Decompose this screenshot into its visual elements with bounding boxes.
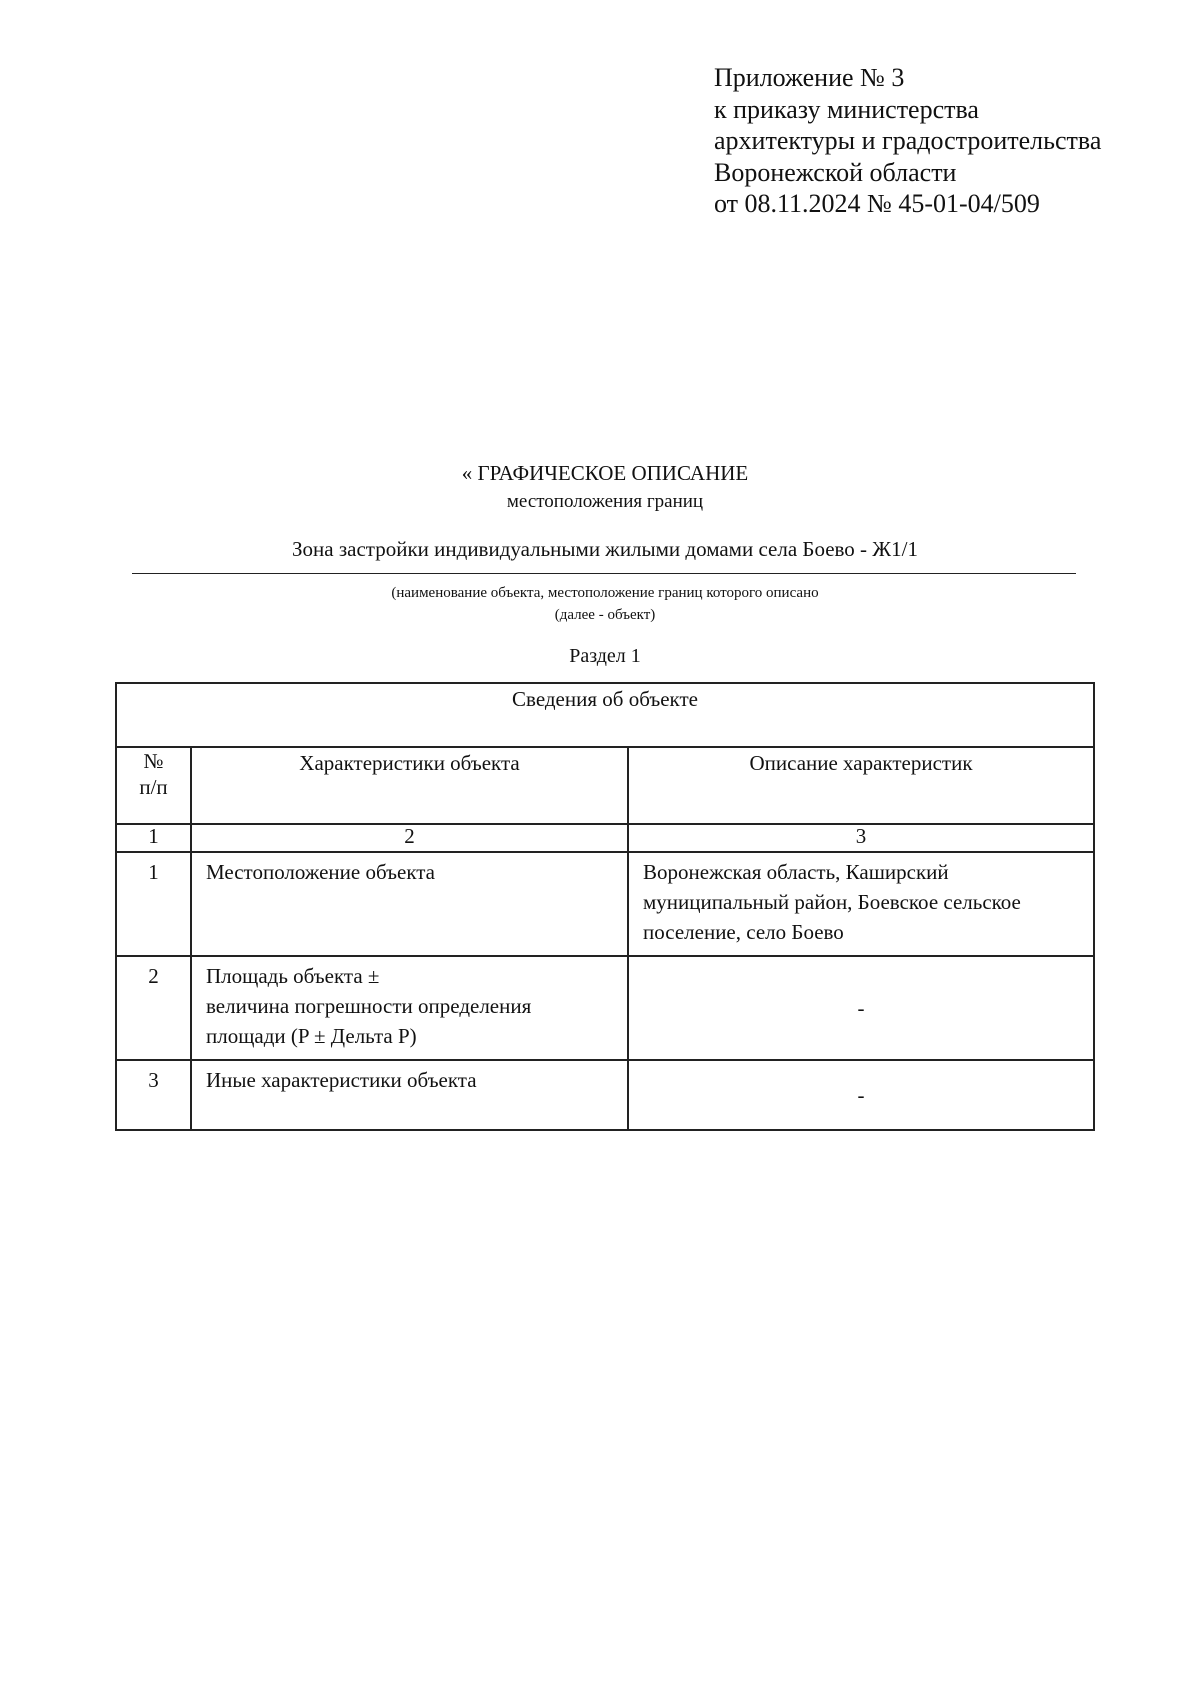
section-label: Раздел 1 <box>569 645 641 667</box>
description-line: муниципальный район, Боевское сельское <box>643 890 1021 914</box>
document-title: « ГРАФИЧЕСКОЕ ОПИСАНИЕ <box>461 461 749 485</box>
row-characteristic <box>191 956 628 1060</box>
description-line: - <box>857 1083 865 1107</box>
characteristic-line: Иные характеристики объекта <box>206 1068 477 1092</box>
caption-line: (далее - объект) <box>554 607 656 623</box>
caption-line: (наименование объекта, местоположение границ которого описано <box>391 585 819 601</box>
header-description: Описание характеристик <box>628 747 1094 824</box>
header-characteristics: Характеристики объекта <box>191 747 628 824</box>
annex-line: к приказу министерства <box>714 94 979 124</box>
description-line: поселение, село Боево <box>643 920 844 944</box>
description-line: Воронежская область, Каширский <box>643 860 949 884</box>
table-row <box>116 1060 1094 1130</box>
table-title-row <box>116 683 1094 747</box>
row-description <box>628 852 1094 956</box>
table-row <box>116 852 1094 956</box>
description-line: - <box>857 996 865 1020</box>
annex-line: от 08.11.2024 № 45-01-04/509 <box>714 189 1040 218</box>
object-info-table <box>115 682 1095 1131</box>
characteristic-line: площади (P ± Дельта P) <box>206 1024 417 1048</box>
table-title: Сведения об объекте <box>116 683 1094 747</box>
column-number-row <box>116 824 1094 852</box>
characteristic-line: Местоположение объекта <box>206 860 436 884</box>
annex-line: Приложение № 3 <box>714 63 905 92</box>
characteristic-line: Площадь объекта ± <box>206 964 380 988</box>
row-characteristic <box>191 852 628 956</box>
object-name: Зона застройки индивидуальными жилыми домами села Боево - Ж1/1 <box>292 537 918 561</box>
table-header-row <box>116 747 1094 824</box>
row-number: 2 <box>116 956 191 1060</box>
document-subtitle: местоположения границ <box>506 491 704 512</box>
table-row <box>116 956 1094 1060</box>
row-description <box>628 956 1094 1060</box>
row-characteristic <box>191 1060 628 1130</box>
object-name-caption <box>130 582 1080 626</box>
header-number <box>116 747 191 824</box>
column-number: 2 <box>191 824 628 852</box>
annex-line: Воронежской области <box>714 157 957 187</box>
row-number: 1 <box>116 852 191 956</box>
characteristic-line: величина погрешности определения <box>206 994 532 1018</box>
underline-divider <box>132 573 1076 574</box>
header-number-abbr: п/п <box>139 775 168 799</box>
header-number-symbol: № <box>143 749 164 773</box>
annex-header <box>714 62 1184 220</box>
row-description <box>628 1060 1094 1130</box>
annex-line: архитектуры и градостроительства <box>714 126 1102 155</box>
column-number: 1 <box>116 824 191 852</box>
column-number: 3 <box>628 824 1094 852</box>
row-number: 3 <box>116 1060 191 1130</box>
